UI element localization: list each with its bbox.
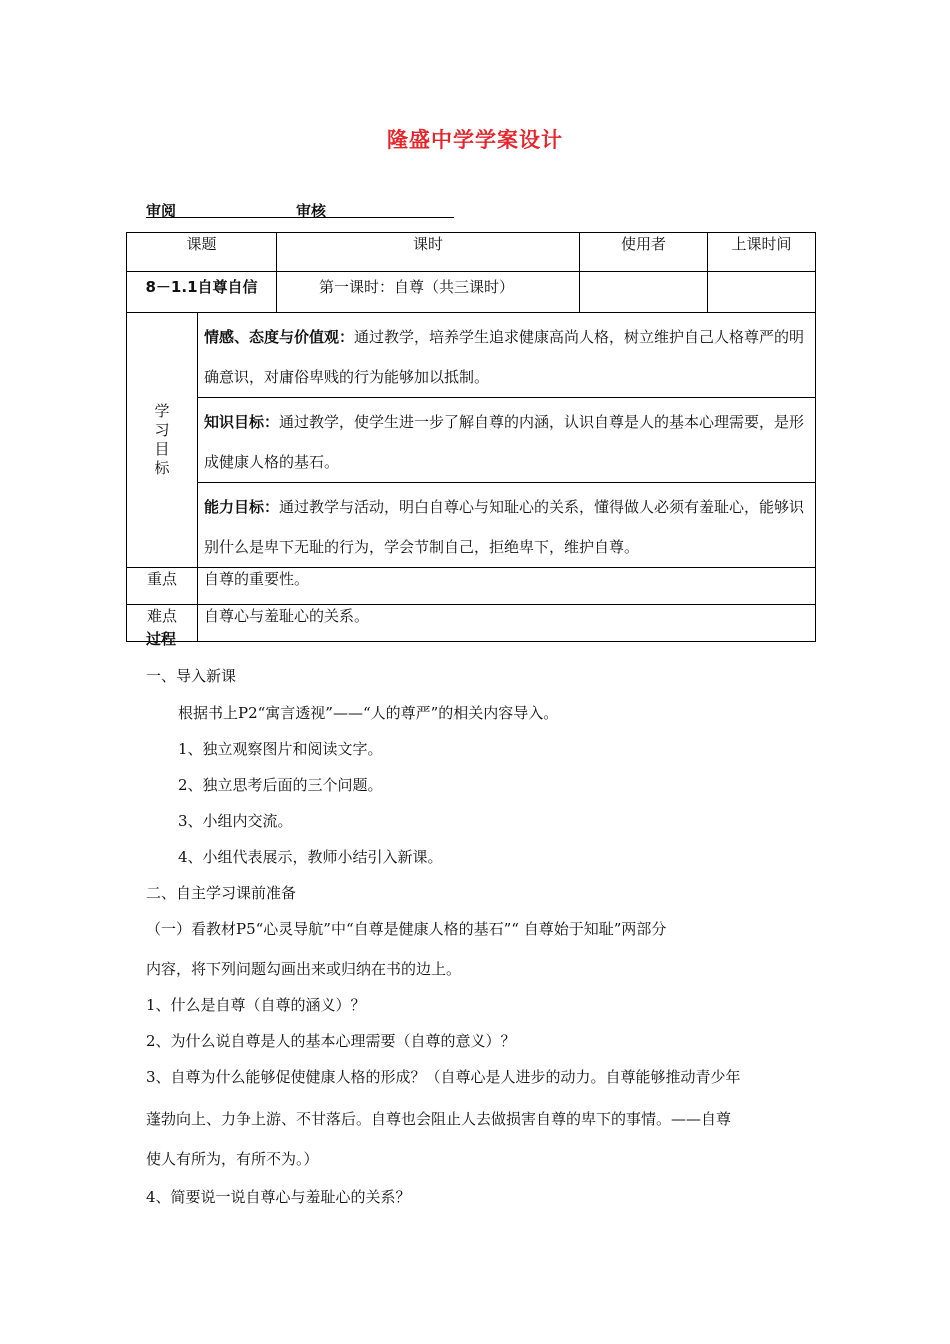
header-time: 上课时间: [708, 233, 816, 272]
goal-label: 知识目标：: [204, 413, 280, 431]
goal-text: 通过教学，使学生进一步了解自尊的内涵，认识自尊是人的基本心理需要，是形成健康人格的基石。: [204, 413, 805, 471]
goal-ability: [198, 483, 816, 568]
table-row: [127, 272, 816, 313]
header-course: 课题: [127, 233, 277, 272]
page-title: 隆盛中学学案设计: [387, 128, 563, 152]
time-value: [708, 272, 816, 313]
goal-label: 能力目标：: [204, 498, 280, 516]
difficult-row: [127, 605, 816, 642]
goal-text: 通过教学与活动，明白自尊心与知耻心的关系，懂得做人必须有羞耻心，能够识别什么是卑下无耻的行为，学会节制自己，拒绝卑下，维护自尊。: [204, 498, 805, 556]
goal-row: [127, 313, 816, 398]
goal-row: [127, 398, 816, 483]
goal-row: [127, 483, 816, 568]
goals-label: [127, 313, 198, 568]
question-4: 4、简要说一说自尊心与羞耻心的关系？: [146, 1188, 411, 1206]
review-label: 审阅: [146, 202, 177, 220]
goal-text: 通过教学，培养学生追求健康高尚人格，树立维护自己人格尊严的明确意识，对庸俗卑贱的行为能够加以抵制。: [204, 328, 805, 386]
goal-label: 情感、态度与价值观：: [204, 328, 355, 346]
difficult-label: 难点: [127, 605, 198, 642]
list-item: 2、独立思考后面的三个问题。: [178, 776, 383, 794]
lesson-value: 第一课时：自尊（共三课时）: [277, 272, 580, 313]
list-item: 3、小组内交流。: [178, 812, 293, 830]
section-2-heading: 二、自主学习课前准备: [146, 884, 297, 902]
key-row: [127, 568, 816, 605]
header-lesson: 课时: [277, 233, 580, 272]
section-1-heading: 一、导入新课: [146, 667, 237, 685]
lesson-table: [126, 232, 816, 642]
question-1: 1、什么是自尊（自尊的涵义）？: [146, 996, 366, 1014]
section-1-intro: 根据书上P2“寓言透视”——“人的尊严”的相关内容导入。: [178, 704, 559, 722]
list-item: 1、独立观察图片和阅读文字。: [178, 740, 383, 758]
header-user: 使用者: [580, 233, 708, 272]
approve-label: 审核: [296, 202, 327, 220]
goal-knowledge: [198, 398, 816, 483]
key-text: 自尊的重要性。: [198, 568, 816, 605]
user-value: [580, 272, 708, 313]
section-2-paragraph-cont: 内容，将下列问题勾画出来或归纳在书的边上。: [146, 960, 462, 978]
difficult-text: 自尊心与羞耻心的关系。: [198, 605, 816, 642]
goals-label-text: 学习目标: [154, 402, 170, 477]
key-label: 重点: [127, 568, 198, 605]
table-header-row: [127, 233, 816, 272]
question-3-line1: 3、自尊为什么能够促使健康人格的形成？（自尊心是人进步的动力。自尊能够推动青少年: [146, 1068, 741, 1086]
process-heading: 过程: [146, 630, 177, 648]
question-3-line2: 蓬勃向上、力争上游、不甘落后。自尊也会阻止人去做损害自尊的卑下的事情。——自尊: [146, 1110, 732, 1128]
section-2-paragraph: （一）看教材P5“心灵导航”中“自尊是健康人格的基石”“ 自尊始于知耻”两部分: [146, 920, 667, 938]
question-2: 2、为什么说自尊是人的基本心理需要（自尊的意义）？: [146, 1032, 516, 1050]
course-value: 8－1.1自尊自信: [127, 272, 277, 313]
goal-attitude: [198, 313, 816, 398]
question-3-line3: 使人有所为，有所不为。）: [146, 1150, 319, 1168]
list-item: 4、小组代表展示，教师小结引入新课。: [178, 848, 443, 866]
review-underline: [146, 217, 454, 218]
